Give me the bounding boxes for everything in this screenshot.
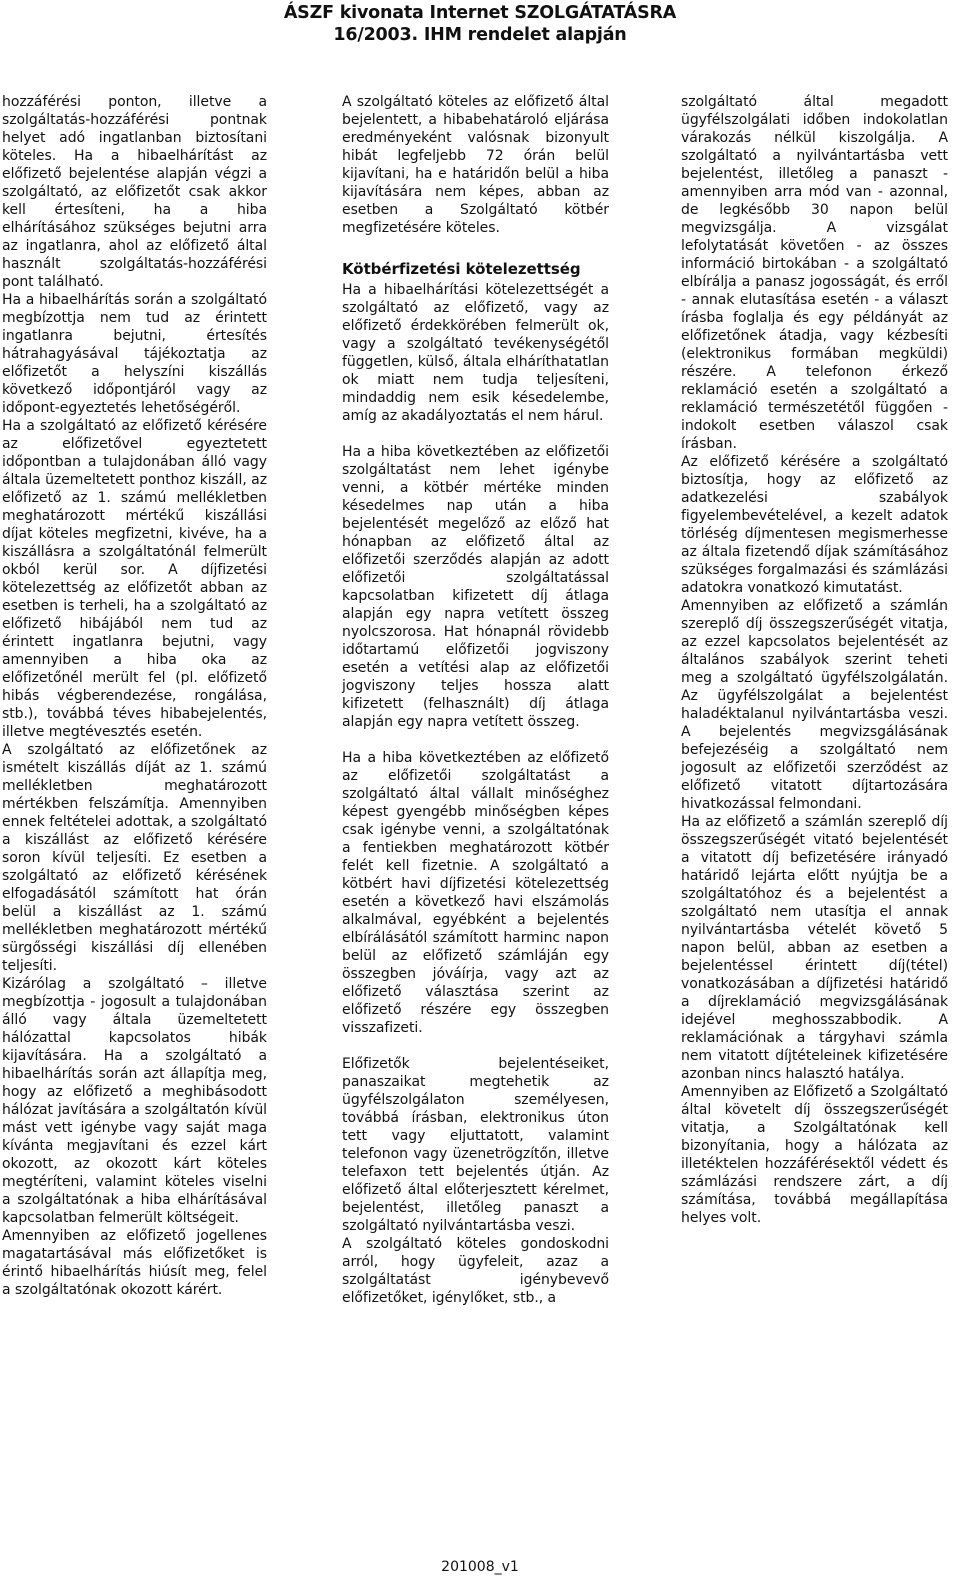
paragraph: Ha a szolgáltató az előfizető kérésére az előfizetővel egyeztetett időpontban a tulajdonában álló vagy általa üzemeltetett ponthoz kiszáll, az előfizető az 1. számú mellékletben meghatározott mértékű kiszállási díjat köteles megfizetni, kivéve, ha a kiszállásra a szolgáltatónál felmerült okból kerül sor. A díjfizetési kötelezettség az előfizetőt abban az esetben is terheli, ha a szolgáltató az előfizető hibájából nem tud az érintett ingatlanra bejutni, vagy amennyiben a hiba oka az előfizetőnél merült fel (pl. előfizető hibás végberendezése, rongálása, stb.), továbbá téves hibabejelentés, illetve megtévesztés esetén. [2,418,267,740]
page-header [0,2,960,46]
column-left [2,93,267,1299]
paragraph: Amennyiben az előfizető a számlán szereplő díj összegszerűségét vitatja, az ezzel kapcsolatos bejelentését az általános szabályok szerint teheti meg a szolgáltató ügyfélszolgálatán. Az ügyfélszolgálat a bejelentést haladéktalanul nyilvántartásba veszi. A bejelentés megvizsgálásának befejezéséig a szolgáltató nem jogosult az előfizetői szerződést az előfizető vitatott díjtartozására hivatkozással felmondani. [681,598,948,812]
paragraph: szolgáltató által megadott ügyfélszolgálati időben indokolatlan várakozás nélkül kiszolgálja. A szolgáltató a nyilvántartásba vett bejelentést, illetőleg a panaszt - amennyiben arra mód van - azonnal, de legkésőbb 30 napon belül megvizsgálja. A vizsgálat lefolytatását követően - az összes információ birtokában - a szolgáltató elbírálja a panasz jogosságát, és erről - annak elutasítása esetén - a választ írásba foglalja és egy példányát az előfizetőnek átadja, vagy kézbesíti (elektronikus formában megküldi) részére. A telefonon érkező reklamáció esetén a szolgáltató a reklamáció természetétől függően - indokolt esetben válaszol csak írásban. [681,94,948,452]
paragraph: Ha a hiba következtében az előfizetői szolgáltatást nem lehet igénybe venni, a kötbér mértéke minden késedelmes nap után a hiba bejelentését megelőző az előző hat hónapban az előfizető által az előfizetői szerződés alapján az adott előfizetői szolgáltatással kapcsolatban kifizetett díj átlaga alapján egy napra vetített összeg nyolcszorosa. Hat hónapnál rövidebb időtartamú előfizetői jogviszony esetén a vetítési alap az előfizetői jogviszony teljes hossza alatt kifizetett (felhasznált) díj átlaga alapján egy napra vetített összeg. [342,444,609,730]
paragraph: hozzáférési ponton, illetve a szolgáltatás-hozzáférési pontnak helyet adó ingatlanban biztosítani köteles. Ha a hibaelhárítást az előfizető bejelentése alapján végzi a szolgáltató, az előfizetőt csak akkor kell értesíteni, ha a hiba elhárításához szükséges bejutni arra az ingatlanra, ahol az előfizető által használt szolgáltatás-hozzáférési pont található. [2,94,267,290]
paragraph: A szolgáltató köteles gondoskodni arról, hogy ügyfeleit, azaz a szolgáltatást igénybevevő előfizetőket, igénylőket, stb., a [342,1236,609,1306]
paragraph: Amennyiben az Előfizető a Szolgáltató által követelt díj összegszerűségét vitatja, a Szolgáltatónak kell bizonyítania, hogy a hálózata az illetéktelen hozzáférésektől védett és számlázási rendszere zárt, a díj számítása, továbbá megállapítása helyes volt. [681,1084,948,1226]
paragraph: Ha a hibaelhárítás során a szolgáltató megbízottja nem tud az érintett ingatlanra bejutni, értesítés hátrahagyásával tájékoztatja az előfizetőt a helyszíni kiszállás következő időpontjáról vagy az időpont-egyeztetés lehetőségéről. [2,292,267,416]
paragraph: Amennyiben az előfizető jogellenes magatartásával más előfizetőket is érintő hibaelhárítás hiúsít meg, felel a szolgáltatónak okozott kárért. [2,1228,267,1298]
header-subtitle: 16/2003. IHM rendelet alapján [333,25,627,45]
paragraph: Ha az előfizető a számlán szereplő díj összegszerűségét vitató bejelentését a vitatott díj befizetésére irányadó határidő lejárta előtt nyújtja be a szolgáltatóhoz és a bejelentést a szolgáltató nem utasítja el annak nyilvántartásba vételét követő 5 napon belül, abban az esetben a bejelentéssel érintett díj(tétel) vonatkozásában a díjfizetési határidő a díjreklamáció megvizsgálásának idejével meghosszabbodik. A reklamációnak a tárgyhavi számla nem vitatott díjtételeinek kifizetésére azonban nincs halasztó hatálya. [681,814,948,1082]
paragraph: A szolgáltató az előfizetőnek az ismételt kiszállás díját az 1. számú mellékletben meghatározott mértékben felszámítja. Amennyiben ennek feltételei adottak, a szolgáltató a kiszállást az előfizető kérésére soron kívül teljesíti. Ez esetben a szolgáltató az előfizető kérésének elfogadásától számított hat órán belül a kiszállást az 1. számú mellékletben meghatározott mértékű sürgősségi kiszállási díj ellenében teljesíti. [2,742,267,974]
paragraph: Kizárólag a szolgáltató – illetve megbízottja - jogosult a tulajdonában álló vagy általa üzemeltetett hálózattal kapcsolatos hibák kijavítására. Ha a szolgáltató a hibaelhárítás során azt állapítja meg, hogy az előfizető a meghibásodott hálózat javítására a szolgáltatón kívül mást vett igénybe vagy saját maga kívánta megjavítani és ezzel kárt okozott, az okozott kárt köteles megtéríteni, valamint köteles viselni a szolgáltatónak a hiba elhárításával kapcsolatban felmerült költségeit. [2,976,267,1226]
paragraph: A szolgáltató köteles az előfizető által bejelentett, a hibabehatároló eljárása eredményeként valósnak bizonyult hibát legfeljebb 72 órán belül kijavítani, ha e határidőn belül a hiba kijavítására nem képes, abban az esetben a Szolgáltató kötbér megfizetésére köteles. [342,94,609,236]
paragraph: Ha a hibaelhárítási kötelezettségét a szolgáltató az előfizető, vagy az előfizető érdekkörében felmerült ok, vagy a szolgáltató tevékenységétől független, külső, általa elháríthatatlan ok miatt nem tudja teljesíteni, mindaddig nem esik késedelembe, amíg az akadályoztatás el nem hárul. [342,282,609,424]
header-title: ÁSZF kivonata Internet SZOLGÁTATÁSRA [283,3,677,23]
section-heading: Kötbérfizetési kötelezettség [342,260,581,278]
page-footer: 201008_v1 [441,1559,519,1575]
paragraph: Előfizetők bejelentéseiket, panaszaikat megtehetik az ügyfélszolgálaton személyesen, továbbá írásban, elektronikus úton tett vagy eljuttatott, valamint telefonon vagy üzenetrögzítőn, illetve telefaxon tett bejelentés útján. Az előfizető által előterjesztett kérelmet, bejelentést, illetőleg panaszt a szolgáltató nyilvántartásba veszi. [342,1056,609,1234]
column-middle [342,93,609,1307]
column-right [681,93,948,1227]
paragraph: Az előfizető kérésére a szolgáltató biztosítja, hogy az előfizető az adatkezelési szabályok figyelembevételével, a kezelt adatok törléség díjmentesen megismerhesse az általa fizetendő díjak számításához szükséges forgalmazási és számlázási adatokra vonatkozó kimutatást. [681,454,948,596]
paragraph: Ha a hiba következtében az előfizető az előfizetői szolgáltatást a szolgáltató által vállalt minőséghez képest gyengébb minőségben képes csak igénybe venni, a szolgáltatónak a fentiekben meghatározott kötbér felét kell fizetnie. A szolgáltató a kötbért havi díjfizetési kötelezettség esetén a következő havi elszámolás alkalmával, egyébként a bejelentés elbírálásától számított harminc napon belül az előfizető számláján egy összegben jóváírja, vagy azt az előfizető választása szerint az előfizető részére egy összegben visszafizeti. [342,750,609,1036]
